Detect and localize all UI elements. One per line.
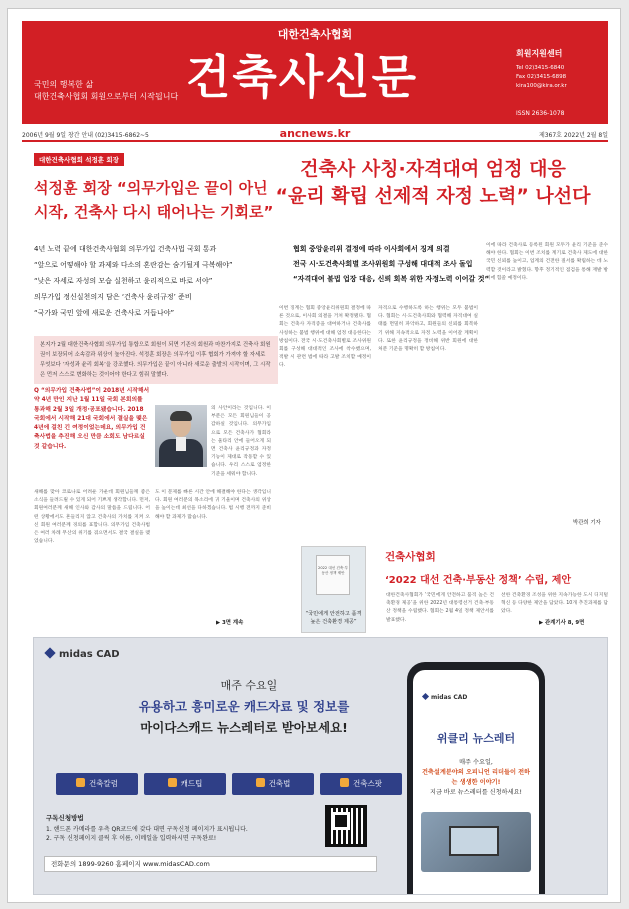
body-column-2b: 도 이 문제를 빠른 시간 안에 해결해야 한다는 생각입니다. 회원 여러분의 목소리에 귀 기울이며 건축사의 위상을 높이는데 최선을 다하겠습니다. 법 시행 전까지 준비해야 할 과제가 많습니다. — [155, 490, 271, 520]
law-icon — [256, 778, 265, 787]
main-headline — [258, 156, 608, 210]
secondary-title: ‘2022 대선 건축·부동산 정책’ 수립, 제안 — [385, 575, 572, 586]
founding-info: 2006년 9월 9일 창간 안내 (02)3415-6862~5 — [22, 132, 149, 139]
main-deck — [293, 242, 508, 287]
ad-line-2: 유용하고 흥미로운 캐드자료 및 정보를 — [138, 699, 350, 714]
body-column-4: 자격으로 수행하도록 하는 행위는 모두 불법이다. 협회는 시·도건축사회와 협력해 자격대여 실태를 면밀히 파악하고, 회원들의 신뢰를 회복하기 위해 지속적으로 자정 노력을 이어갈 계획이다. 또한 윤리규정을 정비해 위반 회원에 대한 처분 기준을 명확히 할 방침이다. — [378, 306, 478, 353]
body-column-1: 새해를 맞아 코로나로 어려운 가운데 회원님들께 좋은 소식을 들려드릴 수 있게 되어 기쁘게 생각합니다. 먼저, 회원여러분께 새해 인사와 감사의 말씀을 드립니다. 어떤 상황에서도 흔들리지 않고 건축사의 가치를 지켜 오신 회원 여러분께 경의를 표합니다. 의무가입 건축사법은 여러 차례 무산의 위기를 겪으면서도 결국 결실을 맺었습니다. — [34, 490, 150, 545]
guide-title: 구독신청방법 — [46, 814, 84, 822]
publisher-name: 대한건축사협회 — [277, 28, 353, 41]
qr-code-icon[interactable] — [325, 805, 367, 847]
guide-step-1: 1. 핸드폰 카메라를 우측 QR코드에 갖다 대면 구독신청 페이지가 표시됩니다. — [46, 826, 248, 833]
bullet-item: “낮은 자세로 자성의 모습 실천하고 윤리적으로 바로 서야” — [34, 277, 213, 285]
midas-logo — [46, 649, 120, 660]
body-column-5: 이에 따라 건축사로 등록된 회원 모두가 윤리 기준을 준수해야 한다. 협회는 이번 조치를 계기로 건축사 제도에 대한 국민 신뢰를 높이고, 업계의 건전한 질서를 확립하는 데 노력할 것이라고 밝혔다. 향후 정기적인 점검을 통해 재발 방지에 힘쓸 예정이다. — [486, 243, 608, 281]
secondary-body-2: 선한 건축환경 조성을 위한 지속가능한 도시 디지털 혁신 등 다양한 제안을 담았다. 10개 추진과제를 담았다. — [501, 593, 608, 615]
tip-icon — [168, 778, 177, 787]
president-portrait — [155, 405, 207, 467]
secondary-kicker: 건축사협회 — [385, 551, 436, 563]
slogan-line-2: 대한건축사협회 회원으로부터 시작됩니다 — [34, 92, 179, 101]
phone-mockup — [407, 662, 545, 894]
interview-bullets — [34, 241, 289, 321]
midas-brand: midas CAD — [59, 649, 120, 660]
bullet-item: 4년 노력 끝에 대한건축사협회 의무가입 건축사법 국회 통과 — [34, 245, 217, 253]
bullet-item: “국가와 국민 앞에 새로운 건축사로 거듭나야” — [34, 309, 175, 317]
interview-headline-1: 석정훈 회장 “의무가입은 끝이 아닌 — [34, 179, 268, 197]
summary-box: 본지가 2월 대한건축사협회 의무가입 통합으로 회원이 되면 기존의 회원과 마찬가지로 건축사 회원권이 보장되어 소속감과 위상이 높아진다. 석정훈 회장은 의무가입 이후 협회가 가져야 할 자세로 무엇보다 ‘자성과 윤리 회복’을 강조했다. 의무가입은 끝이 아니라 새로운 출발의 시작이며, 그 시작은 먼저 스스로 변화하는 것이어야 한다고 힘줘 말했다. — [34, 336, 278, 384]
related-articles-notice[interactable]: ▶ 관계기사 8, 9면 — [539, 620, 585, 626]
issn: ISSN 2636-1078 — [516, 110, 565, 117]
ad-category-buttons — [56, 773, 402, 795]
newspaper-page — [7, 8, 621, 903]
ad-contact[interactable]: 전화문의 1899-9260 홈페이지 www.midasCAD.com — [44, 856, 377, 872]
support-tel: Tel 02)3415-6840 — [516, 65, 565, 71]
secondary-body: 대한건축사협회가 ‘국민에게 안전하고 품격 높은 건축환경 제공’을 위한 2022년 대통령선거 건축·부동산 정책을 수립했다. 협회는 2월 4일 정책 제안서를 발표했다. — [386, 593, 494, 623]
secondary-headline — [385, 549, 571, 586]
bullet-item: 의무가입 정신실천의지 담은 ‘건축사 윤리규정’ 준비 — [34, 293, 192, 301]
phone-title: 위클리 뉴스레터 — [436, 732, 516, 745]
continued-notice[interactable]: ▶ 3면 계속 — [216, 620, 244, 626]
interview-headline-2: 시작, 건축사 다시 태어나는 기회로” — [34, 203, 274, 221]
column-icon — [76, 778, 85, 787]
category-button[interactable]: 건축법 — [232, 773, 314, 795]
ad-line-1: 매주 수요일 — [220, 679, 278, 692]
ad-line-3: 마이다스캐드 뉴스레터로 받아보세요! — [140, 720, 348, 735]
interview-headline — [34, 176, 284, 224]
deck-line: “자격대여 불법 업장 대응, 신뢰 회복 위한 자정노력 이어갈 것” — [293, 275, 490, 283]
subscription-guide — [46, 814, 366, 843]
site-url[interactable]: ancnews.kr — [279, 127, 351, 140]
guide-step-2: 2. 구독 신청페이지 클릭 후 이름, 이메일을 입력하시면 구독완료! — [46, 835, 217, 842]
spot-icon — [340, 778, 349, 787]
body-column-2a: 의 사안이라는 것입니다. 이 부분은 모든 회원님들이 공감하실 것입니다. 의무가입으로 모든 건축사가 협회라는 울타리 안에 들어오게 되면 건축사 윤리규정과 자정 기능이 제대로 작동할 수 있습니다. 우리 스스로 엄정한 기준을 세워야 합니다. — [211, 406, 271, 477]
midas-cube-icon — [422, 693, 429, 700]
book-caption: “국민에게 안전하고 품격 높은 건축환경 제공” — [305, 611, 362, 625]
question-lede: Q “의무가입 건축사법”이 2018년 시작해서 약 4년 만인 지난 1월 11일 국회 본회의를 통과해 2월 3일 개정·공포됐습니다. 2018 국회에서 시작해 21대 국회에서 결실을 맺은 4년에 걸친 긴 여정이었는데요, 의무가입 건축사법을 추진해 오신 만큼 소회도 남다르실 것 같습니다. — [34, 388, 150, 450]
book-cover: 2022 대선 건축·부동산 정책 제안 — [316, 555, 350, 595]
deck-line: 전국 시·도건축사회별 조사위원회 구성해 대대적 조사 돌입 — [293, 260, 473, 268]
masthead — [22, 21, 608, 124]
byline: 박관희 기자 — [573, 520, 601, 526]
phone-photo — [421, 812, 531, 872]
support-center-box — [516, 49, 598, 118]
support-center-title: 회원지원센터 — [516, 49, 563, 58]
midas-cube-icon — [44, 647, 55, 658]
dateline — [22, 126, 608, 142]
slogan — [34, 79, 178, 103]
phone-brand: midas CAD — [423, 694, 467, 701]
support-fax: Fax 02)3415-6898 — [516, 74, 567, 80]
bullet-item: “앞으로 어떻해야 할 과제와 다소의 혼란감는 숨기될게 극복해야” — [34, 261, 233, 269]
newspaper-title[interactable]: 건축사신문 — [185, 50, 419, 104]
main-headline-1: 건축사 사칭·자격대여 엄정 대응 — [300, 158, 566, 180]
policy-book-image — [301, 546, 366, 633]
deck-line: 협회 중앙윤리위 결정에 따라 이사회에서 징계 의결 — [293, 245, 450, 253]
main-headline-2: “윤리 확립 선제적 자정 노력” 나선다 — [275, 185, 591, 207]
support-email[interactable]: kira100@kira.or.kr — [516, 83, 567, 89]
category-button[interactable]: 캐드팁 — [144, 773, 226, 795]
phone-description: 매주 수요일, 건축설계분야의 오피니언 리더들이 전하는 생생한 이야기! 지금 바로 뉴스레터를 신청하세요! — [421, 759, 531, 796]
slogan-line-1: 국민의 행복한 삶 — [34, 80, 94, 89]
category-button[interactable]: 건축스팟 — [320, 773, 402, 795]
phone-screen — [413, 670, 539, 894]
midas-cad-ad[interactable] — [33, 637, 608, 895]
body-column-3: 이번 징계는 협회 중앙윤리위원회 결정에 따른 것으로, 이사회 의결을 거쳐 확정됐다. 협회는 건축사 자격증을 대여하거나 건축사를 사칭하는 불법 행위에 대해 엄정 대응한다는 방침이다. 전국 시·도건축사회별로 조사위원회를 구성해 대대적인 조사에 착수했으며, 적발 시 관련 법에 따라 고발 조치할 예정이다. — [279, 306, 371, 369]
issue-date: 제367호 2022년 2월 8일 — [538, 132, 608, 139]
category-button[interactable]: 건축칼럼 — [56, 773, 138, 795]
article-tag: 대한건축사협회 석정훈 회장 — [34, 153, 124, 166]
